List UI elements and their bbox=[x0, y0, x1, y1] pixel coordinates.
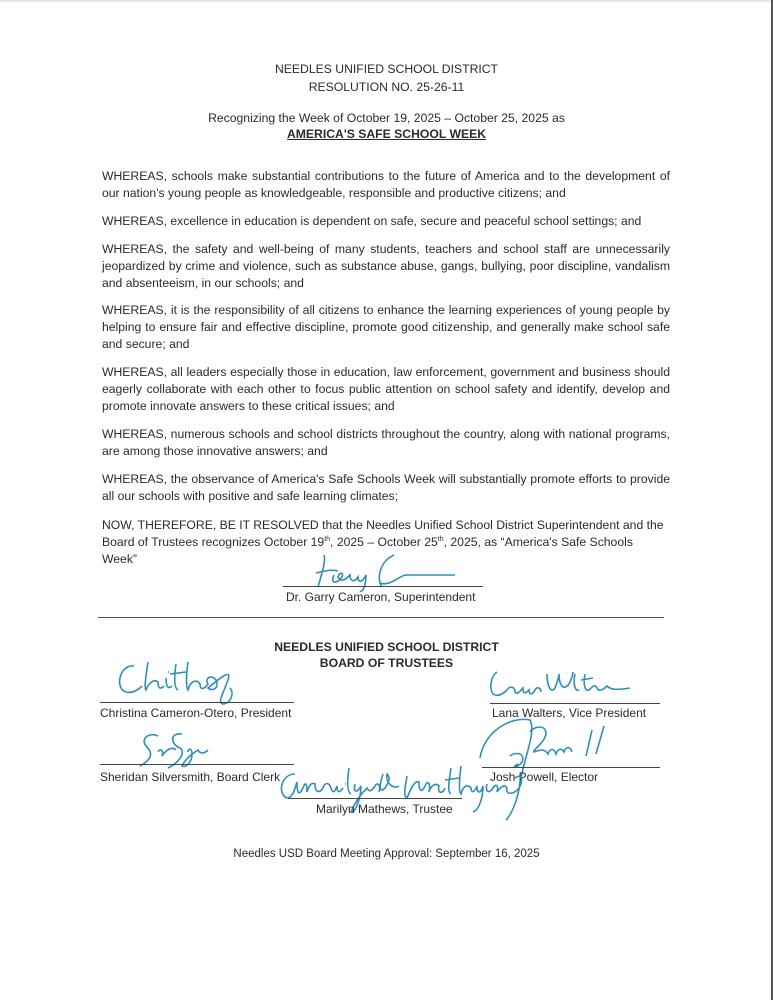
board-heading-district: NEEDLES UNIFIED SCHOOL DISTRICT bbox=[274, 640, 499, 654]
vice-president-label: Lana Walters, Vice President bbox=[492, 706, 647, 720]
president-signature-line bbox=[100, 702, 294, 703]
board-heading-trustees: BOARD OF TRUSTEES bbox=[319, 656, 454, 670]
scan-top-edge bbox=[0, 0, 773, 2]
resolution-title: AMERICA'S SAFE SCHOOL WEEK bbox=[286, 127, 487, 141]
superintendent-signature-line bbox=[283, 586, 483, 587]
whereas-paragraph: WHEREAS, the safety and well-being of many students, teachers and school staff are unnecessarily jeopardized by crime and violence, such as substance abuse, gangs, bullying, poor discipline, vandalism and absenteeism, in our schools; and bbox=[102, 242, 670, 290]
resolved-paragraph: NOW, THEREFORE, BE IT RESOLVED that the Needles Unified School District Superintendent and the Board of Trustees recognizes October 19th, 2025 – October 25th, 2025, as “America's Safe Schools Week” bbox=[102, 518, 664, 566]
whereas-paragraph: WHEREAS, numerous schools and school districts throughout the country, along with national programs, are among those innovative answers; and bbox=[102, 427, 670, 458]
president-signature bbox=[112, 658, 262, 713]
section-divider bbox=[98, 617, 664, 618]
trustee-signature-line bbox=[288, 798, 462, 799]
whereas-paragraph: WHEREAS, all leaders especially those in education, law enforcement, government and business should eagerly collaborate with each other to focus public attention on school safety and identify, develop and promote innovate answers to these critical issues; and bbox=[102, 365, 670, 413]
district-name: NEEDLES UNIFIED SCHOOL DISTRICT bbox=[274, 62, 499, 76]
board-clerk-label: Sheridan Silversmith, Board Clerk bbox=[100, 770, 281, 784]
president-label: Christina Cameron-Otero, President bbox=[100, 706, 292, 720]
elector-label: Josh Powell, Elector bbox=[490, 770, 599, 784]
recognizing-line: Recognizing the Week of October 19, 2025 – October 25, 2025 as bbox=[208, 111, 565, 125]
board-clerk-signature-line bbox=[100, 764, 294, 765]
superintendent-label: Dr. Garry Cameron, Superintendent bbox=[286, 590, 476, 604]
approval-footer: Needles USD Board Meeting Approval: September 16, 2025 bbox=[233, 848, 540, 860]
whereas-paragraph: WHEREAS, it is the responsibility of all citizens to enhance the learning experiences of young people by helping to ensure fair and effective discipline, promote good citizenship, and generally make school safe and secure; and bbox=[102, 303, 670, 351]
whereas-paragraph: WHEREAS, schools make substantial contributions to the future of America and to the development of our nation's young people as knowledgeable, responsible and productive citizens; and bbox=[102, 169, 670, 200]
resolution-number: RESOLUTION NO. 25-26-11 bbox=[308, 80, 465, 94]
whereas-paragraph: WHEREAS, excellence in education is dependent on safe, secure and peaceful school settings; and bbox=[102, 214, 642, 228]
vice-president-signature-line bbox=[490, 703, 660, 704]
vice-president-signature bbox=[485, 668, 635, 707]
trustee-label: Marilyn Mathews, Trustee bbox=[316, 802, 453, 816]
whereas-paragraph: WHEREAS, the observance of America's Safe Schools Week will substantially promote efforts to provide all our schools with positive and safe learning climates; bbox=[102, 472, 670, 503]
